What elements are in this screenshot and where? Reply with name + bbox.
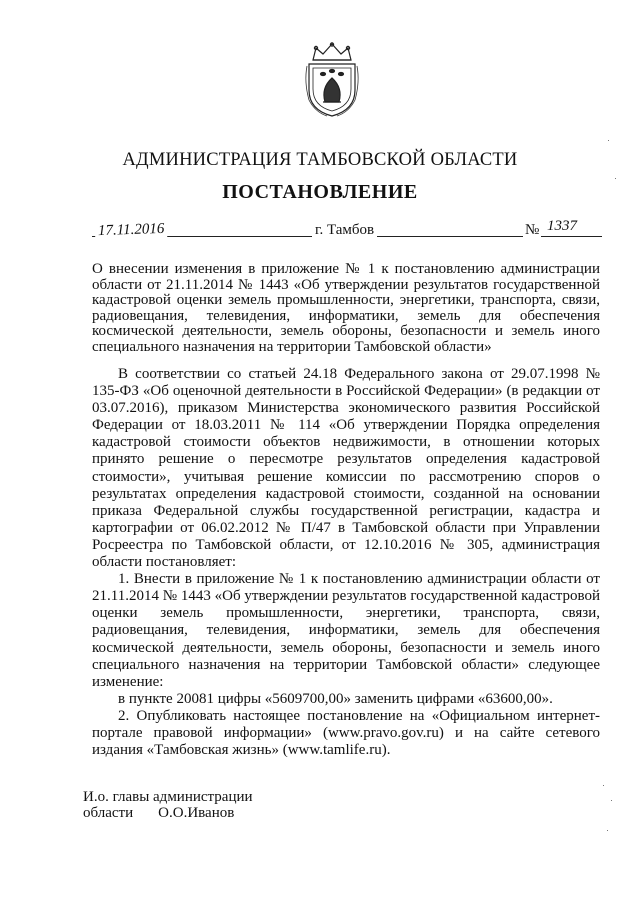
scan-speck	[607, 830, 608, 831]
item-2-paragraph: 2. Опубликовать настоящее постановление на «Официальном интернет-портале правовой информации» (www.pravo.gov.ru) и на сайте сетевого издания «Тамбовская жизнь» (www.tamlife.ru).	[92, 707, 600, 759]
organization-title: АДМИНИСТРАЦИЯ ТАМБОВСКОЙ ОБЛАСТИ	[122, 150, 518, 170]
signature-region: области	[83, 805, 134, 821]
item-1-change-paragraph: в пункте 20081 цифры «5609700,00» заменить цифрами «63600,00».	[118, 690, 553, 707]
signature-block	[83, 789, 253, 821]
document-number: 1337	[547, 218, 577, 234]
scan-speck	[608, 140, 609, 141]
document-number-label: №	[525, 222, 540, 238]
document-city: г. Тамбов	[312, 222, 377, 239]
document-type-heading: ПОСТАНОВЛЕНИЕ	[222, 181, 418, 203]
item-1-paragraph: 1. Внести в приложение № 1 к постановлению администрации области от 21.11.2014 № 1443 «Об утверждении результатов государственной кадастровой оценки земель промышленности, энергетики, транспорта, связи, радиовещания, телевидения, информатики, земель для обеспечения космической деятельности, земель обороны, безопасности и земель иного специального назначения на территории Тамбовской области» следующее изменение:	[92, 571, 600, 690]
document-body	[92, 366, 600, 759]
document-date: 17.11.2016	[95, 221, 168, 241]
signature-position-line2	[83, 805, 253, 821]
preamble-paragraph: В соответствии со статьей 24.18 Федерального закона от 29.07.1998 № 135-ФЗ «Об оценочной деятельности в Российской Федерации» (в редакции от 03.07.2016), приказом Министерства экономического развития Российской Федерации от 18.03.2011 № 114 «Об утверждении Порядка определения кадастровой стоимости объектов недвижимости, в отношении которых принято решение о пересмотре результатов определения кадастровой стоимости», учитывая решение комиссии по рассмотрению споров о результатах определения кадастровой стоимости, созданной на основании приказа Федеральной службы государственной регистрации, кадастра и картографии от 06.02.2012 № П/47 в Тамбовской области при Управлении Росреестра по Тамбовской области, от 12.10.2016 № 305, администрация области постановляет:	[92, 366, 600, 571]
document-subject: О внесении изменения в приложение № 1 к постановлению администрации области от 21.11.2014 № 1443 «Об утверждении результатов государственной кадастровой оценки земель промышленности, энергетики, транспорта, связи, радиовещания, телевидения, информатики, земель для обеспечения космической деятельности, земель обороны, безопасности и земель иного специального назначения на территории Тамбовской области»	[92, 261, 600, 355]
tambov-coat-of-arms-icon	[303, 42, 361, 118]
scan-speck	[615, 178, 616, 179]
scan-speck	[603, 785, 604, 786]
signature-position: И.о. главы администрации	[83, 789, 253, 805]
signature-name: О.О.Иванов	[158, 805, 235, 821]
scan-speck	[611, 800, 612, 801]
